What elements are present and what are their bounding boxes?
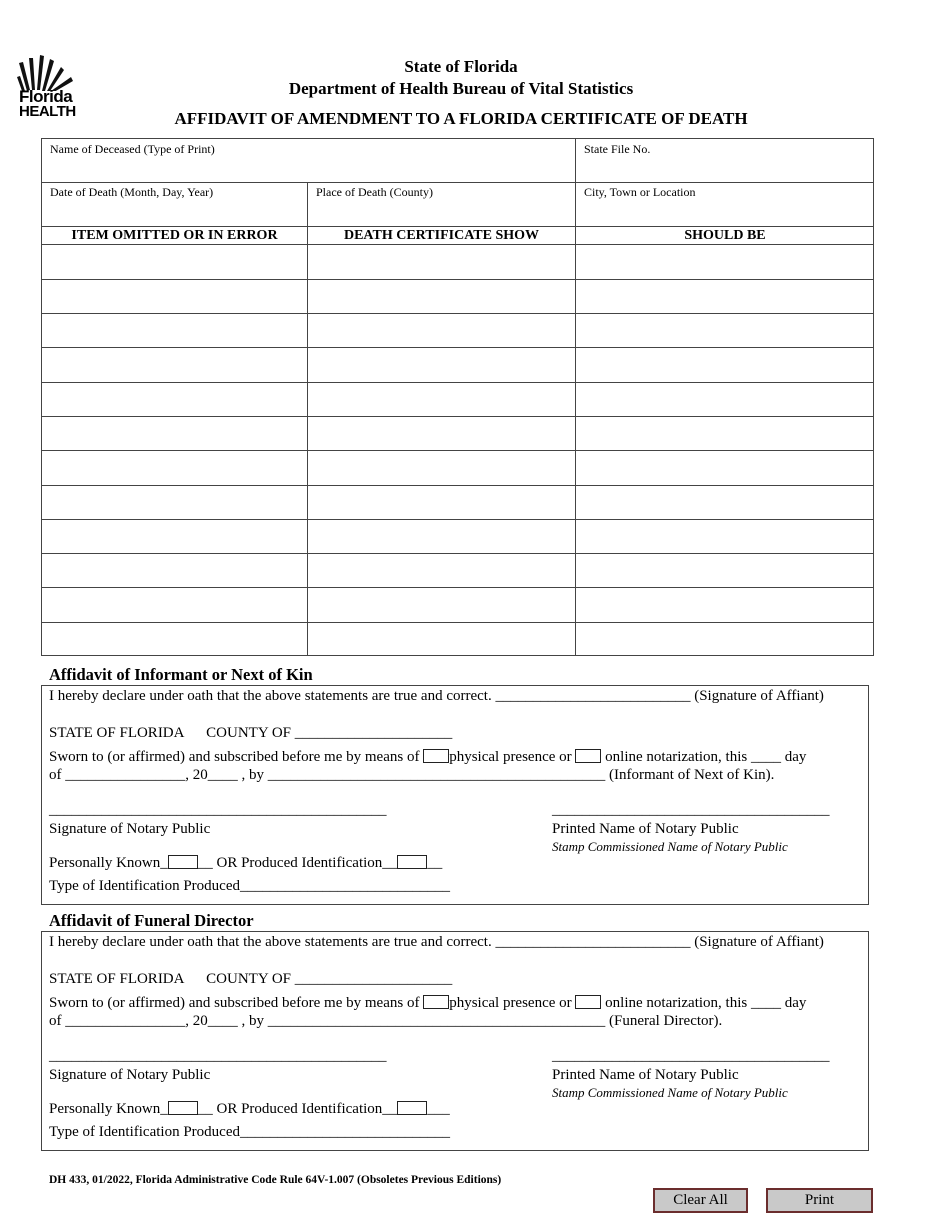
form-footer: DH 433, 01/2022, Florida Administrative Code Rule 64V-1.007 (Obsoletes Previous Editions) [49, 1174, 502, 1186]
notary-printed-name-label: Printed Name of Notary Public [552, 821, 739, 837]
produced-identification-checkbox[interactable] [397, 855, 427, 869]
state-file-no-field[interactable]: State File No. [584, 142, 651, 156]
physical-presence-checkbox[interactable] [423, 749, 449, 763]
notary-printed-name-line[interactable]: _____________________________________ [552, 802, 830, 818]
header-department: Department of Health Bureau of Vital Statistics [288, 79, 634, 98]
funeral-of-line[interactable]: of ________________, 20____ , by _____________________________________________ (Funeral Director). [49, 1013, 723, 1029]
sworn-text: Sworn to (or affirmed) and subscribed before me by means of [49, 995, 420, 1011]
physical-presence-label: physical presence or [449, 749, 572, 765]
city-town-field[interactable]: City, Town or Location [584, 185, 696, 199]
notary-signature-line[interactable]: _____________________________________________ [49, 802, 387, 818]
online-notarization-checkbox[interactable] [575, 749, 601, 763]
informant-state-county[interactable]: STATE OF FLORIDA COUNTY OF _____________________ [49, 725, 453, 741]
funeral-state-county[interactable]: STATE OF FLORIDA COUNTY OF _____________________ [49, 971, 453, 987]
logo-text-health: HEALTH [19, 103, 76, 120]
column-header-certificate: DEATH CERTIFICATE SHOW [343, 228, 540, 243]
online-notarization-checkbox[interactable] [575, 995, 601, 1009]
amendment-table [41, 138, 874, 656]
notary-signature-line[interactable]: _____________________________________________ [49, 1048, 387, 1064]
place-of-death-field[interactable]: Place of Death (County) [316, 185, 433, 199]
notary-printed-name-line[interactable]: _____________________________________ [552, 1048, 830, 1064]
id-type-line[interactable]: Type of Identification Produced____________________________ [49, 878, 450, 894]
print-button[interactable]: Print [766, 1188, 873, 1213]
page-title: AFFIDAVIT OF AMENDMENT TO A FLORIDA CERTIFICATE OF DEATH [174, 109, 748, 128]
id-type-line[interactable]: Type of Identification Produced____________________________ [49, 1124, 450, 1140]
online-notarization-label: online notarization, this ____ day [605, 995, 807, 1011]
informant-of-line[interactable]: of ________________, 20____ , by _____________________________________________ (Informant of Next of Kin). [49, 767, 775, 783]
informant-section [41, 685, 869, 905]
informant-declaration[interactable]: I hereby declare under oath that the above statements are true and correct. __________________________ (Signature of Affiant) [49, 688, 824, 704]
column-header-item: ITEM OMITTED OR IN ERROR [71, 228, 278, 243]
date-of-death-field[interactable]: Date of Death (Month, Day, Year) [50, 185, 214, 199]
notary-printed-name-label: Printed Name of Notary Public [552, 1067, 739, 1083]
personally-known-checkbox[interactable] [168, 855, 198, 869]
column-header-should-be: SHOULD BE [684, 228, 766, 243]
notary-signature-label: Signature of Notary Public [49, 821, 211, 837]
header-state: State of Florida [404, 57, 518, 76]
personally-known-line: Personally Known_ __ OR Produced Identification__ ___ [49, 1101, 450, 1117]
funeral-section [41, 931, 869, 1151]
notary-stamp-label: Stamp Commissioned Name of Notary Public [552, 839, 788, 854]
funeral-heading: Affidavit of Funeral Director [49, 911, 254, 930]
informant-sworn-line [49, 749, 806, 766]
sworn-text: Sworn to (or affirmed) and subscribed before me by means of [49, 749, 420, 765]
informant-heading: Affidavit of Informant or Next of Kin [49, 665, 313, 684]
funeral-declaration[interactable]: I hereby declare under oath that the above statements are true and correct. __________________________ (Signature of Affiant) [49, 934, 824, 950]
notary-signature-label: Signature of Notary Public [49, 1067, 211, 1083]
logo-text-florida: Florida [19, 87, 73, 106]
online-notarization-label: online notarization, this ____ day [605, 749, 807, 765]
notary-stamp-label: Stamp Commissioned Name of Notary Public [552, 1085, 788, 1100]
personally-known-checkbox[interactable] [168, 1101, 198, 1115]
funeral-sworn-line [49, 995, 806, 1012]
physical-presence-label: physical presence or [449, 995, 572, 1011]
personally-known-line: Personally Known_ __ OR Produced Identification__ __ [49, 855, 443, 871]
clear-all-button[interactable]: Clear All [653, 1188, 748, 1213]
produced-identification-checkbox[interactable] [397, 1101, 427, 1115]
physical-presence-checkbox[interactable] [423, 995, 449, 1009]
name-of-deceased-field[interactable]: Name of Deceased (Type of Print) [50, 142, 215, 156]
